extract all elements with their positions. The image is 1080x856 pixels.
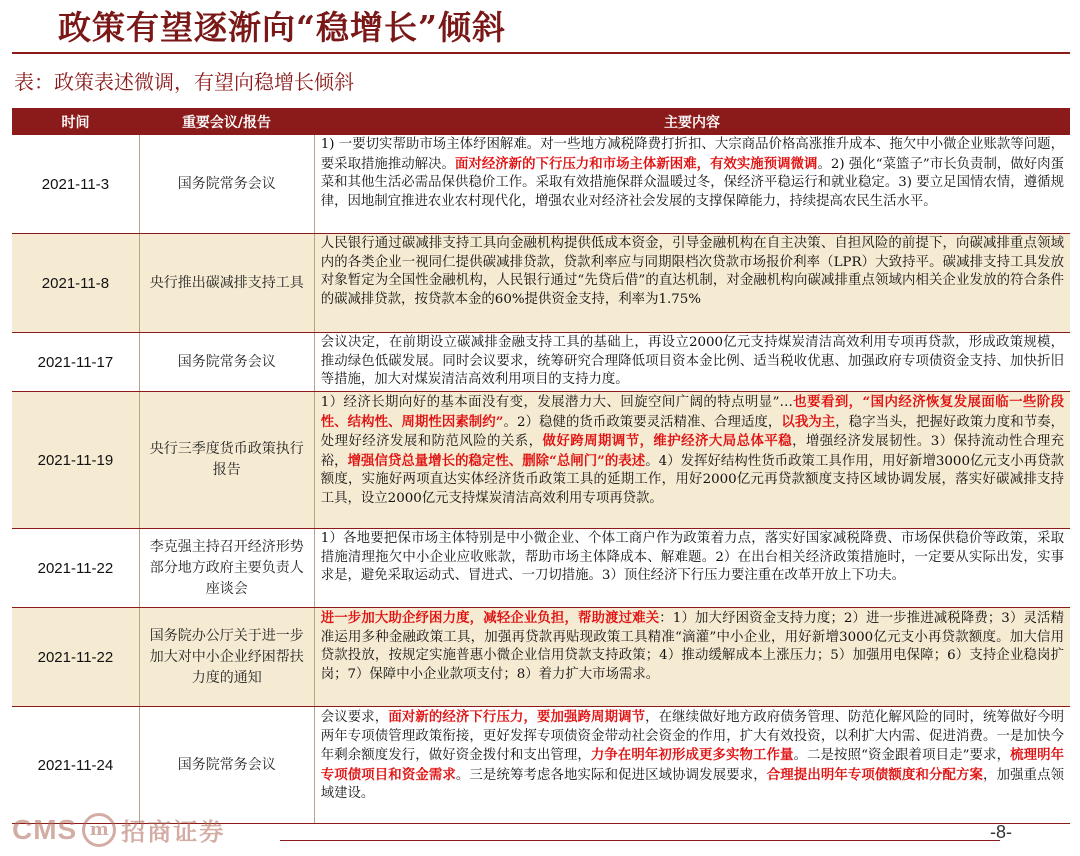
table-header [12, 108, 1070, 135]
row-content [315, 392, 1070, 528]
table-row [12, 333, 1070, 392]
logo-cms-text: CMS [12, 813, 78, 845]
row-content [315, 234, 1070, 332]
content-text: 。4）发挥好结构性货币政策工具作用，用好新增3000亿元支小再贷款额度，实施好两项直达实体经济货币政策工具的延期工作，用好2000亿元再贷款额度支持区域协调发展，落实好碳减排支持工具，设立2000亿元支持煤炭清洁高效利用专项再贷款。 [320, 453, 1064, 506]
content-text: ：1）加大纾困资金支持力度；2）进一步推进减税降费；3）灵活精准运用多种金融政策工具，加强再贷款再贴现政策工具精准“滴灌”中小企业，用好新增3000亿元支小再贷款额度。加大信用贷款投放，按规定实施普惠小微企业信用贷款支持政策；4）推动缓解成本上涨压力；5）加强用电保障；6）支持企业稳岗扩岗；7）保障中小企业款项支付；8）着力扩大市场需求。 [320, 611, 1064, 682]
footer-divider [280, 840, 1000, 841]
content-text: ，稳字当头，把握好政策力度和节奏，处理好经济发展和防范风险的关系， [320, 414, 1065, 450]
row-date: 2021-11-22 [12, 608, 140, 706]
content-text: 1) 一要切实帮助市场主体纾困解难。对一些地方减税降费打折扣、大宗商品价格高涨推升成本、拖欠中小微企业账款等问题，要采取措施推动解决。 [320, 137, 1064, 172]
row-date: 2021-11-3 [12, 135, 140, 233]
logo-company-name: 招商证券 [121, 817, 226, 846]
highlighted-text: 面对新的经济下行压力，要加强跨周期调节 [388, 709, 646, 725]
highlighted-text: 进一步加大助企纾困力度，减轻企业负担，帮助渡过难关 [320, 610, 660, 626]
row-meeting: 国务院常务会议 [140, 707, 315, 823]
row-meeting: 李克强主持召开经济形势部分地方政府主要负责人座谈会 [140, 529, 315, 607]
highlighted-text: 力争在明年初形成更多实物工作量 [590, 747, 794, 764]
table-row [12, 135, 1070, 234]
policy-table [12, 108, 1070, 824]
title-divider [12, 52, 1070, 54]
table-body [12, 135, 1070, 824]
content-text: 1）经济长期向好的基本面没有变，发展潜力大、回旋空间广阔的特点明显”… [320, 395, 793, 410]
table-caption: 表：政策表述微调，有望向稳增长倾斜 [14, 70, 354, 94]
content-text: 会议要求， [320, 710, 389, 725]
content-text: 。三是统筹考虑各地实际和促进区域协调发展要求， [455, 767, 767, 783]
table-row [12, 529, 1070, 608]
row-content [315, 529, 1070, 607]
table-row [12, 707, 1070, 824]
table-row [12, 392, 1070, 529]
highlighted-text: 增强信贷总量增长的稳定性、删除“总闸门”的表述 [347, 452, 646, 469]
header-meeting: 重要会议/报告 [181, 114, 272, 131]
row-date: 2021-11-24 [12, 707, 140, 823]
highlighted-text: 面对经济新的下行压力和市场主体新困难，有效实施预调微调 [454, 155, 818, 172]
highlighted-text: 以我为主 [781, 413, 836, 430]
row-meeting: 国务院常务会议 [140, 333, 315, 391]
table-row [12, 234, 1070, 333]
header-content: 主要内容 [664, 114, 720, 131]
row-content [315, 135, 1070, 233]
row-content [315, 333, 1070, 391]
content-text: ，增强经济发展韧性。3）保持流动性合理充裕， [320, 434, 1064, 469]
page-title: 政策有望逐渐向“稳增长”倾斜 [58, 8, 506, 47]
content-text: 会议决定，在前期设立碳减排金融支持工具的基础上，再设立2000亿元支持煤炭清洁高效利用专项再贷款，形成政策规模，推动绿色低碳发展。同时会议要求，统筹研究合理降低项目资本金比例、适当税收优惠、加强政府专项债资金支持、加快折旧等措施，加大对煤炭清洁高效利用项目的支持力度。 [320, 335, 1064, 388]
row-meeting: 央行三季度货币政策执行报告 [140, 392, 315, 528]
row-meeting: 国务院常务会议 [140, 135, 315, 233]
cms-logo [12, 812, 225, 847]
content-text: 。2）稳健的货币政策要灵活精准、合理适度， [503, 414, 782, 430]
content-text: 1）各地要把保市场主体特别是中小微企业、个体工商户作为政策着力点，落实好国家减税降费、市场保供稳价等政策，采取措施清理拖欠中小企业应收账款，帮助市场主体降成本、解难题。2）在出台相关经济政策措施时，一定要从实际出发，实事求是，避免采取运动式、冒进式、一刀切措施。3）顶住经济下行压力要注重在改革开放上下功夫。 [320, 531, 1064, 584]
highlighted-text: 也要看到，“国内经济恢复发展面临一些阶段性、结构性、周期性因素制约” [320, 394, 1064, 430]
logo-emblem-icon: m [82, 813, 116, 847]
page-number: -8- [990, 822, 1012, 842]
highlighted-text: 合理提出明年专项债额度和分配方案 [766, 766, 984, 783]
content-text: 。2) 强化“菜篮子”市长负责制，做好肉蛋菜和其他生活必需品保供稳价工作。采取有效措施保群众温暖过冬，保经济平稳运行和就业稳定。3) 要立足国情农情，遵循规律，因地制宜推进农业农村现代化，增强农业对经济社会发展的支撑保障能力，持续提高农民生活水平。 [320, 156, 1064, 209]
table-row [12, 608, 1070, 707]
content-text: 人民银行通过碳减排支持工具向金融机构提供低成本资金，引导金融机构在自主决策、自担风险的前提下，向碳减排重点领域内的各类企业一视同仁提供碳减排贷款，贷款利率应与同期限档次贷款市场报价利率（LPR）大致持平。碳减排支持工具发放对象暂定为全国性金融机构，人民银行通过“先贷后借”的直达机制，对金融机构向碳减排重点领域内相关企业发放的符合条件的碳减排贷款，按贷款本金的60%提供资金支持，利率为1.75% [320, 236, 1064, 307]
content-text: 。二是按照“资金跟着项目走”要求， [793, 748, 1011, 764]
row-meeting: 央行推出碳减排支持工具 [140, 234, 315, 332]
row-date: 2021-11-22 [12, 529, 140, 607]
highlighted-text: 梳理明年专项债项目和资金需求 [320, 747, 1065, 783]
row-date: 2021-11-8 [12, 234, 140, 332]
content-text: ，在继续做好地方政府债务管理、防范化解风险的同时，统筹做好今明两年专项债管理政策衔接，更好发挥专项债资金带动社会资金的作用，扩大有效投资，以利扩大内需、促进消费。一是加快今年剩余额度发行，做好资金拨付和支出管理， [320, 710, 1065, 764]
row-date: 2021-11-19 [12, 392, 140, 528]
header-date: 时间 [61, 114, 90, 131]
row-content [315, 608, 1070, 706]
highlighted-text: 做好跨周期调节，维护经济大局总体平稳 [542, 433, 793, 450]
row-date: 2021-11-17 [12, 333, 140, 391]
content-text: ，加强重点领域建设。 [320, 767, 1065, 802]
row-meeting: 国务院办公厅关于进一步加大对中小企业纾困帮扶力度的通知 [140, 608, 315, 706]
row-content [315, 707, 1070, 823]
